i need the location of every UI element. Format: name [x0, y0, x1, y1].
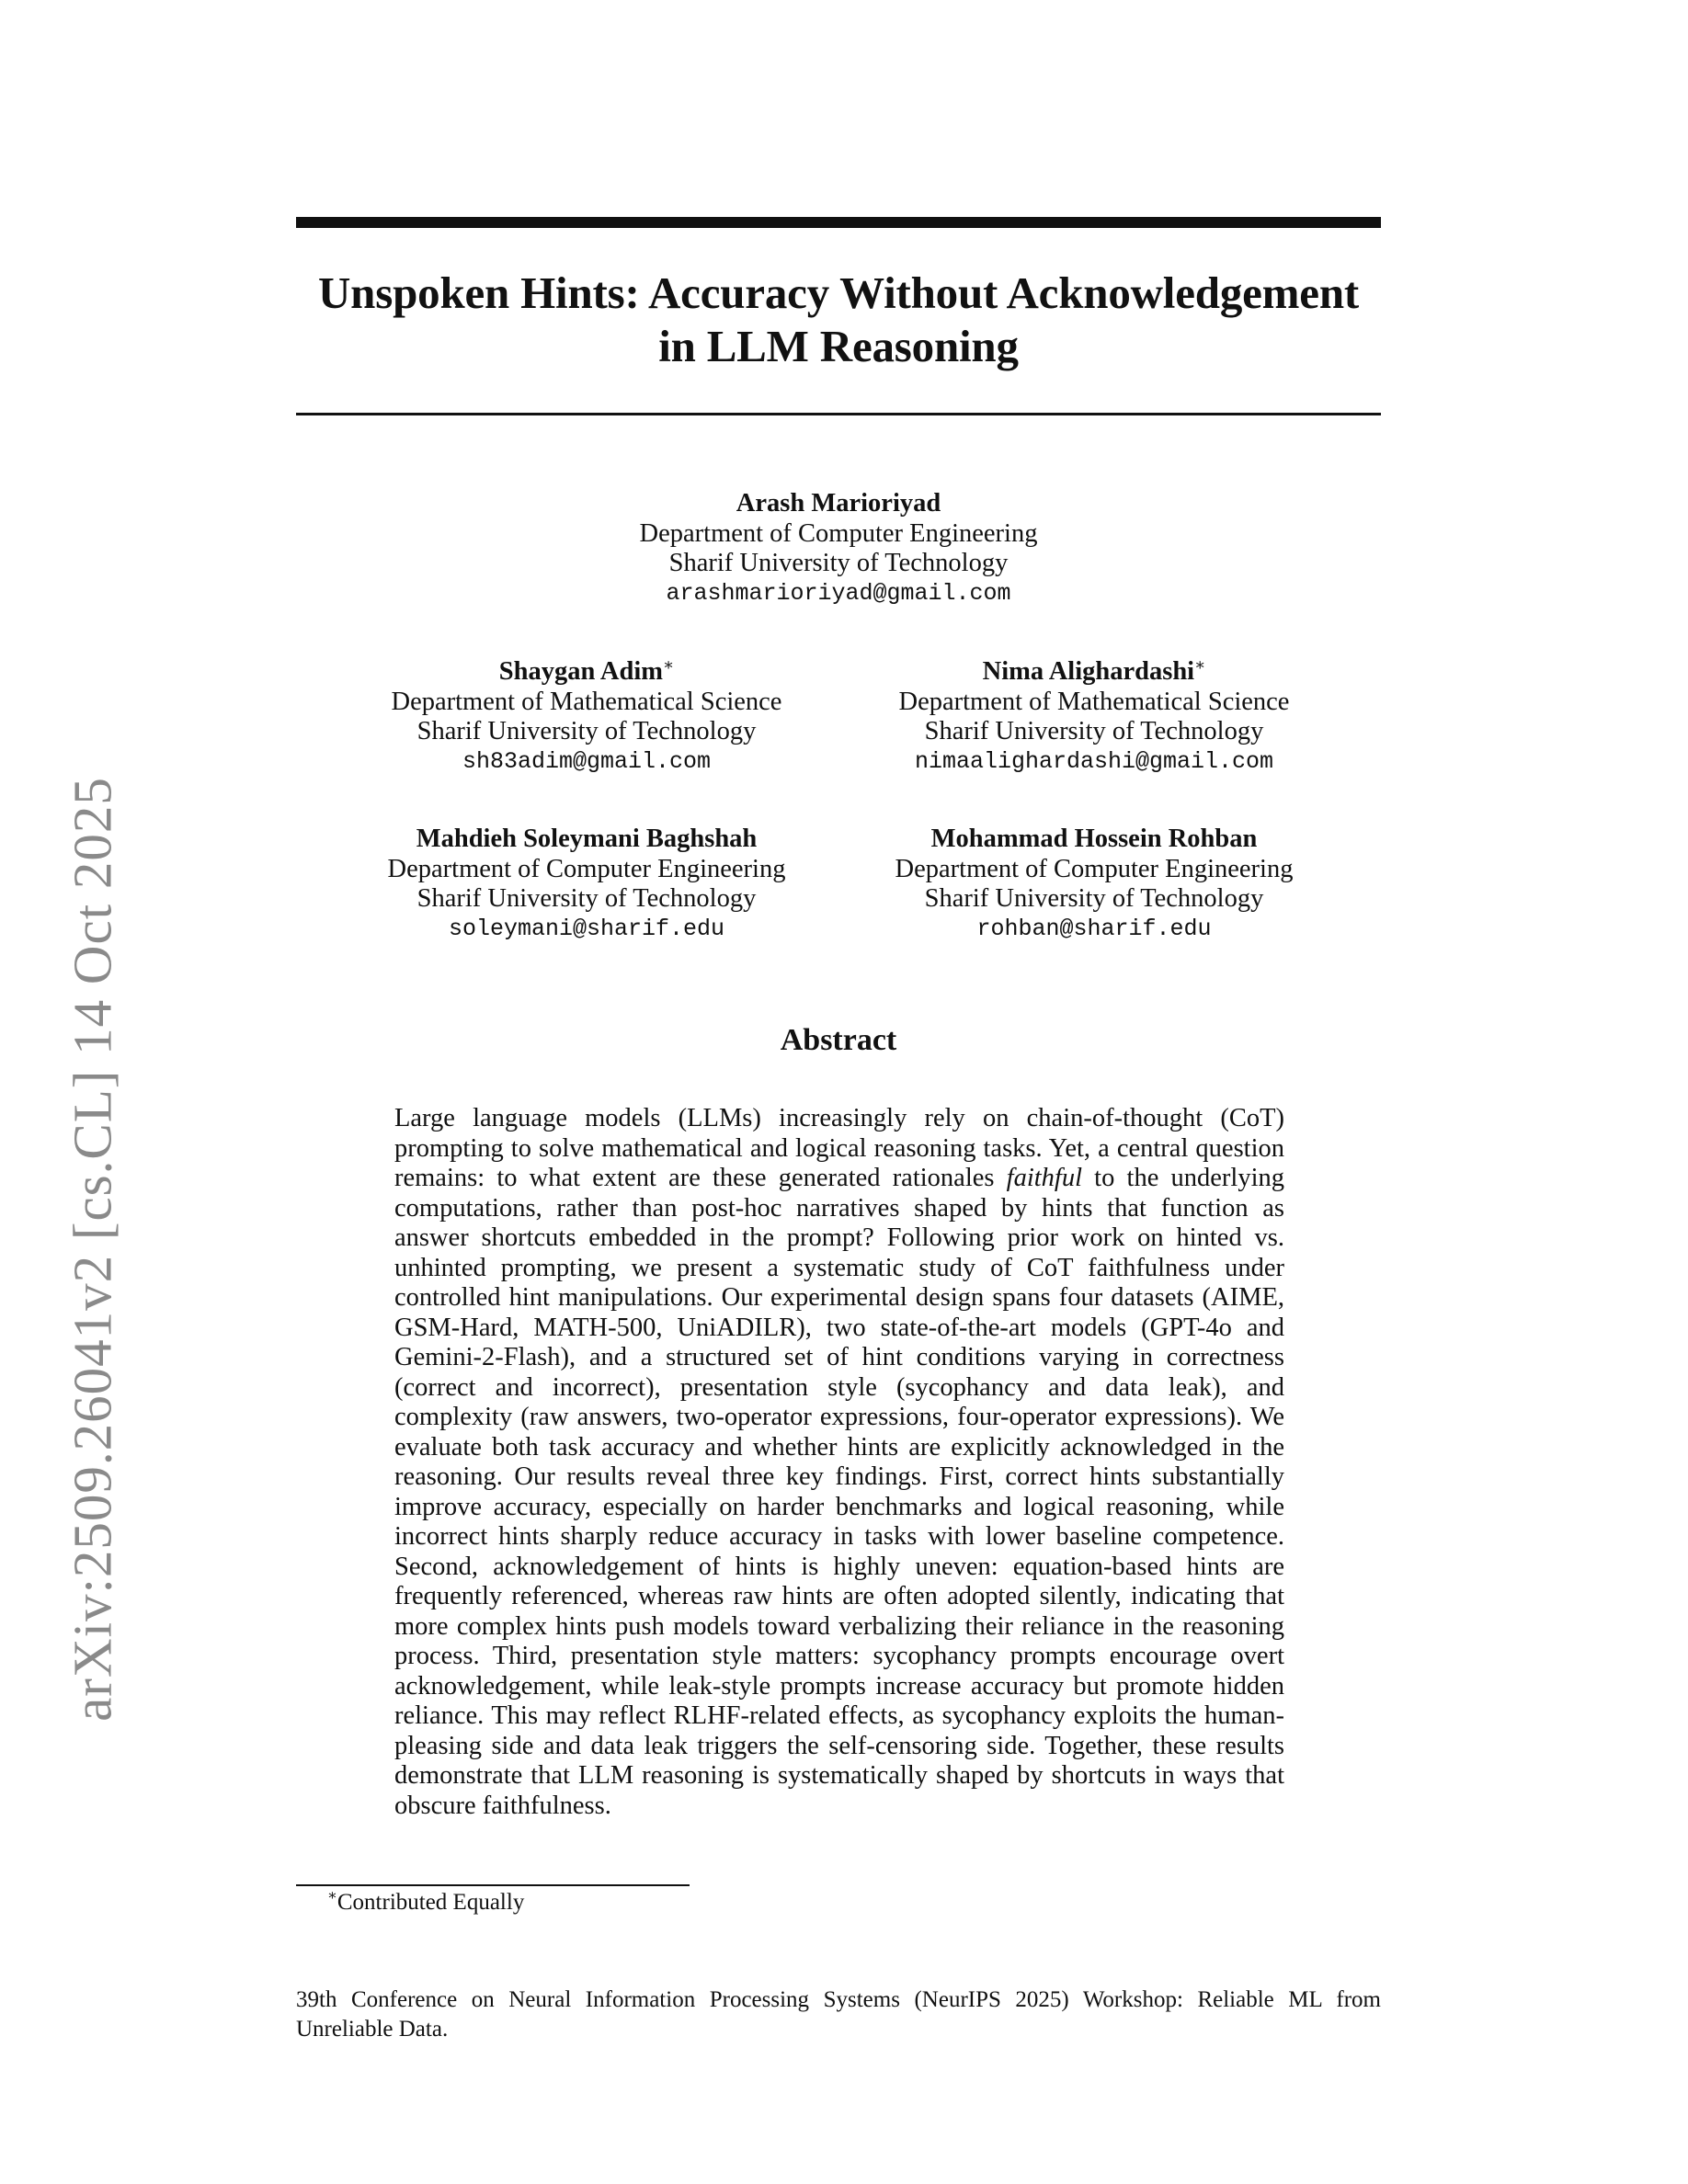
author-block-5	[864, 825, 1324, 944]
equal-contribution-marker: ∗	[1194, 655, 1206, 674]
author-block-1	[296, 489, 1381, 609]
author-email[interactable]: rohban@sharif.edu	[976, 915, 1212, 942]
author-email[interactable]: sh83adim@gmail.com	[462, 747, 712, 775]
author-university: Sharif University of Technology	[416, 717, 757, 745]
title-line-2: in LLM Reasoning	[658, 321, 1019, 371]
author-department: Department of Computer Engineering	[895, 854, 1294, 883]
author-university: Sharif University of Technology	[924, 717, 1264, 745]
author-email[interactable]: arashmarioriyad@gmail.com	[666, 579, 1011, 607]
footnote: ∗Contributed Equally	[327, 1888, 525, 1915]
paper-title	[296, 267, 1381, 373]
venue-note: 39th Conference on Neural Information Processing Systems (NeurIPS 2025) Workshop: Reliable ML from Unreliable Data.	[296, 1987, 1381, 2042]
author-department: Department of Mathematical Science	[391, 687, 782, 716]
author-block-3	[864, 657, 1324, 777]
author-name: Nima Alighardashi∗	[982, 655, 1206, 686]
title-bottom-rule	[296, 413, 1381, 415]
author-university: Sharif University of Technology	[924, 884, 1264, 913]
author-department: Department of Computer Engineering	[387, 854, 786, 883]
abstract-heading: Abstract	[780, 1023, 897, 1057]
title-top-rule	[296, 217, 1381, 228]
abstract-emphasis: faithful	[1006, 1164, 1082, 1192]
author-email[interactable]: soleymani@sharif.edu	[448, 915, 725, 942]
author-department: Department of Computer Engineering	[639, 518, 1038, 548]
footnote-marker: ∗	[327, 1888, 337, 1904]
author-block-2	[357, 657, 816, 777]
author-name: Arash Marioriyad	[736, 489, 941, 518]
author-name: Shaygan Adim∗	[498, 655, 675, 686]
author-email[interactable]: nimaalighardashi@gmail.com	[914, 747, 1274, 775]
author-name: Mohammad Hossein Rohban	[930, 825, 1258, 853]
arxiv-identifier: arXiv:2509.26041v2 [cs.CL] 14 Oct 2025	[62, 777, 123, 1722]
author-university: Sharif University of Technology	[668, 549, 1009, 577]
author-department: Department of Mathematical Science	[898, 687, 1290, 716]
author-block-4	[357, 825, 816, 944]
title-line-1: Unspoken Hints: Accuracy Without Acknowledgement	[317, 267, 1360, 318]
footnote-rule	[296, 1884, 690, 1886]
equal-contribution-marker: ∗	[662, 655, 675, 674]
abstract-body: Large language models (LLMs) increasingly rely on chain-of-thought (CoT) prompting to solve mathematical and logical reasoning tasks. Yet, a central question remains: to what extent are these generated rationales faithful to the underlying computations, rather than post-hoc narratives shaped by hints that function as answer shortcuts embedded in the prompt? Following prior work on hinted vs. unhinted prompting, we present a systematic study of CoT faithfulness under controlled hint manipulations. Our experimental design spans four datasets (AIME, GSM-Hard, MATH-500, UniADILR), two state-of-the-art models (GPT-4o and Gemini-2-Flash), and a structured set of hint conditions varying in correctness (correct and incorrect), presentation style (sycophancy and data leak), and complexity (raw answers, two-operator expressions, four-operator expressions). We evaluate both task accuracy and whether hints are explicitly acknowledged in the reasoning. Our results reveal three key findings. First, correct hints substantially improve accuracy, especially on harder benchmarks and logical reasoning, while incorrect hints sharply reduce accuracy in tasks with lower baseline competence. Second, acknowledgement of hints is highly uneven: equation-based hints are frequently referenced, whereas raw hints are often adopted silently, indicating that more complex hints push models toward verbalizing their reliance in the reasoning process. Third, presentation style matters: sycophancy prompts encourage overt acknowledgement, while leak-style prompts increase accuracy but promote hidden reliance. This may reflect RLHF-related effects, as sycophancy exploits the human-pleasing side and data leak triggers the self-censoring side. Together, these results demonstrate that LLM reasoning is systematically shaped by shortcuts in ways that obscure faithfulness.	[394, 1104, 1284, 1820]
author-name: Mahdieh Soleymani Baghshah	[416, 825, 758, 853]
author-university: Sharif University of Technology	[416, 884, 757, 913]
